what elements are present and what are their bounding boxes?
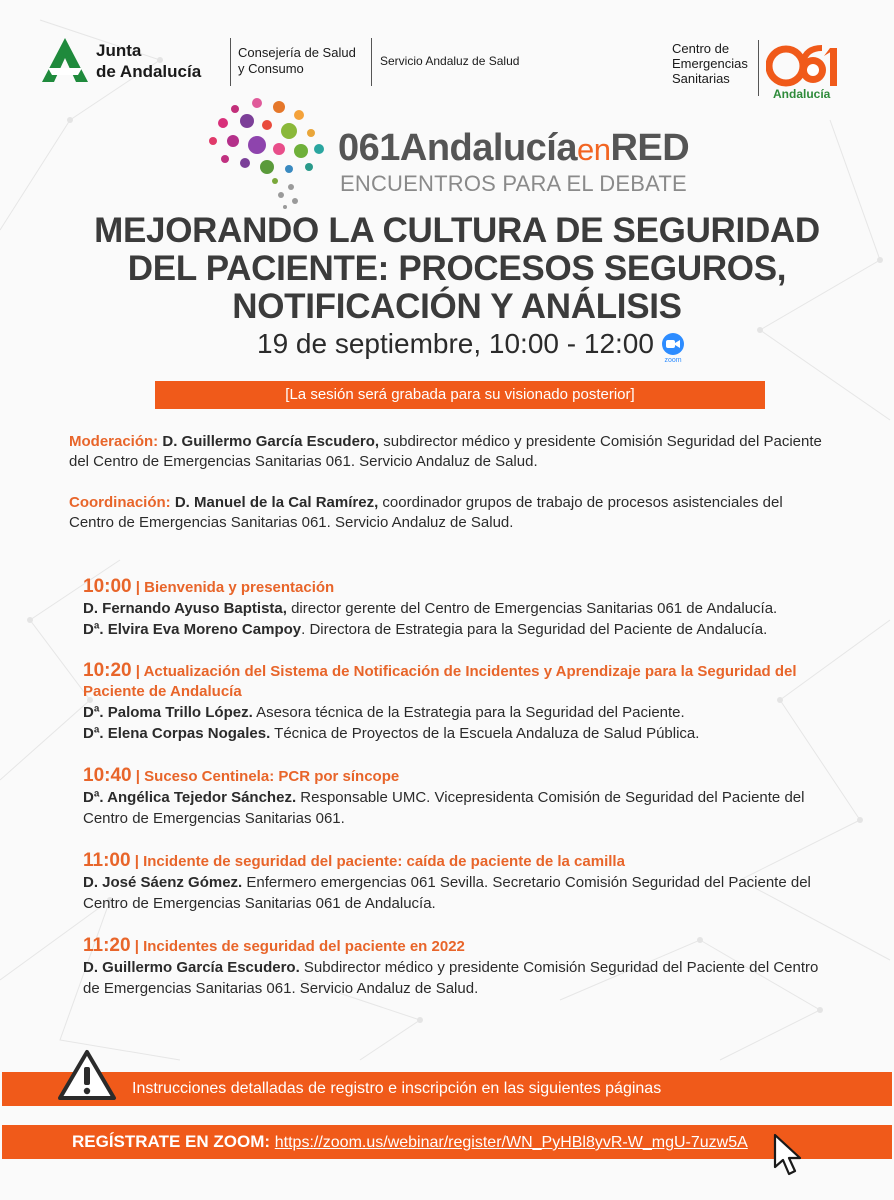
speaker-name: D. José Sáenz Gómez. [83,874,243,891]
junta-line1: Junta [96,41,142,60]
agenda-heading: 10:20 | Actualización del Sistema de Notificación de Incidentes y Aprendizaje para la Seguridad del [83,660,797,681]
agenda-item [83,936,863,999]
speaker-desc: Responsable UMC. Vicepresidenta Comisión de Seguridad del Paciente del [296,789,805,806]
agenda-heading: 11:20 | Incidentes de seguridad del paciente en 2022 [83,935,465,956]
instructions-banner [2,1072,892,1106]
junta-line2: de Andalucía [96,62,202,81]
agenda-heading: 10:00 | Bienvenida y presentación [83,576,335,597]
coordination-block [69,493,849,533]
coordination-desc: coordinador grupos de trabajo de procesos asistenciales del [378,494,783,511]
logo-061 [766,42,846,90]
agenda-heading: 10:40 | Suceso Centinela: PCR por síncope [83,765,400,786]
moderation-desc: subdirector médico y presidente Comisión Seguridad del Paciente [379,433,822,450]
event-title [60,212,854,326]
ces-line3: Sanitarias [672,71,730,86]
speaker-desc: Subdirector médico y presidente Comisión Seguridad del Paciente del Centro [299,959,819,976]
junta-emblem-icon [40,38,90,84]
coordination-name: D. Manuel de la Cal Ramírez, [174,494,379,511]
speaker-desc-line2: Centro de Emergencias Sanitarias 061 de Andalucía. [83,895,436,912]
agenda-item [83,766,863,829]
agenda-title-line2: Paciente de Andalucía [83,683,242,700]
register-banner [2,1125,892,1159]
header-divider [371,38,372,86]
speaker-line [83,957,863,978]
speaker-line [83,598,863,619]
speaker-line [83,787,863,808]
agenda-time: 10:00 [83,576,132,597]
zoom-label: zoom [664,357,682,363]
speaker-line [83,723,863,744]
agenda-item [83,577,863,640]
register-text [72,1125,748,1160]
title-line1: MEJORANDO LA CULTURA DE SEGURIDAD [94,211,820,250]
agenda-time: 10:20 [83,660,132,681]
brand-part1: 061Andalucía [338,127,577,169]
speaker-desc-line2: de Emergencias Sanitarias 061. Servicio Andaluz de Salud. [83,980,479,997]
agenda-item [83,661,863,744]
brand-part3: RED [610,127,690,169]
speaker-line [83,702,863,723]
moderation-label: Moderación: [69,433,159,450]
ces-line2: Emergencias [672,56,748,71]
speaker-name: D. Fernando Ayuso Baptista, [83,600,287,617]
agenda-time: 10:40 [83,765,132,786]
agenda-title: Incidentes de seguridad del paciente en 2022 [143,938,465,955]
moderation-name: D. Guillermo García Escudero, [162,433,380,450]
title-line2: DEL PACIENTE: PROCESOS SEGUROS, [127,249,787,288]
brand-part2: en [577,132,611,167]
zoom-icon [660,333,686,363]
andalucia-tag: Andalucía [773,87,831,101]
ces-line1: Centro de [672,41,730,56]
agenda-heading: 11:00 | Incidente de seguridad del paciente: caída de paciente de la camilla [83,850,625,871]
agenda-title: Incidente de seguridad del paciente: caída de paciente de la camilla [143,853,625,870]
register-link[interactable]: https://zoom.us/webinar/register/WN_PyHBl8yvR-W_mgU-7uzw5A [274,1134,748,1151]
agenda-time: 11:00 [83,850,131,871]
ces-label [672,41,748,86]
agenda-title: Suceso Centinela: PCR por síncope [144,768,400,785]
moderation-desc-line2: del Centro de Emergencias Sanitarias 061. Servicio Andaluz de Salud. [69,453,538,470]
speaker-name: Dª. Paloma Trillo López. [83,704,253,721]
recorded-notice: [La sesión será grabada para su visionado posterior] [155,381,765,409]
speaker-desc: director gerente del Centro de Emergencias Sanitarias 061 de Andalucía. [286,600,778,617]
register-label: REGÍSTRATE EN ZOOM: [72,1132,271,1151]
header-divider [758,40,759,96]
speaker-name: Dª. Elena Corpas Nogales. [83,725,271,742]
agenda-time: 11:20 [83,935,131,956]
consejeria-label [238,45,356,77]
moderation-block [69,432,849,472]
speaker-desc: Enfermero emergencias 061 Sevilla. Secretario Comisión Seguridad del Paciente del [242,874,811,891]
junta-text [96,40,201,82]
speaker-desc: Técnica de Proyectos de la Escuela Andaluza de Salud Pública. [270,725,700,742]
agenda-title: Actualización del Sistema de Notificación de Incidentes y Aprendizaje para la Seguridad del [143,663,797,680]
warning-icon [57,1049,117,1101]
speaker-desc: . Directora de Estrategia para la Seguridad del Paciente de Andalucía. [301,621,768,638]
junta-logo [40,38,220,86]
coordination-label: Coordinación: [69,494,171,511]
consejeria-line1: Consejería de Salud [238,45,356,60]
speaker-line [83,872,863,893]
brand-name [338,127,689,170]
title-line3: NOTIFICACIÓN Y ANÁLISIS [232,287,682,326]
header-divider [230,38,231,86]
event-datetime: 19 de septiembre, 10:00 - 12:00 [257,328,654,359]
brain-dots-logo [205,95,335,210]
speaker-line [83,619,863,640]
sas-label: Servicio Andaluz de Salud [380,54,520,68]
agenda-title: Bienvenida y presentación [144,579,335,596]
speaker-name: D. Guillermo García Escudero. [83,959,300,976]
speaker-desc: Asesora técnica de la Estrategia para la Seguridad del Paciente. [252,704,685,721]
pointer-cursor-icon [772,1133,806,1177]
speaker-name: Dª. Angélica Tejedor Sánchez. [83,789,297,806]
speaker-desc-line2: Centro de Emergencias Sanitarias 061. [83,810,345,827]
consejeria-line2: y Consumo [238,61,304,76]
instructions-text: Instrucciones detalladas de registro e inscripción en las siguientes páginas [132,1080,662,1097]
agenda-item [83,851,863,914]
coordination-desc-line2: Centro de Emergencias Sanitarias 061. Servicio Andaluz de Salud. [69,514,514,531]
speaker-name: Dª. Elvira Eva Moreno Campoy [83,621,302,638]
brand-subtitle: ENCUENTROS PARA EL DEBATE [340,171,687,196]
